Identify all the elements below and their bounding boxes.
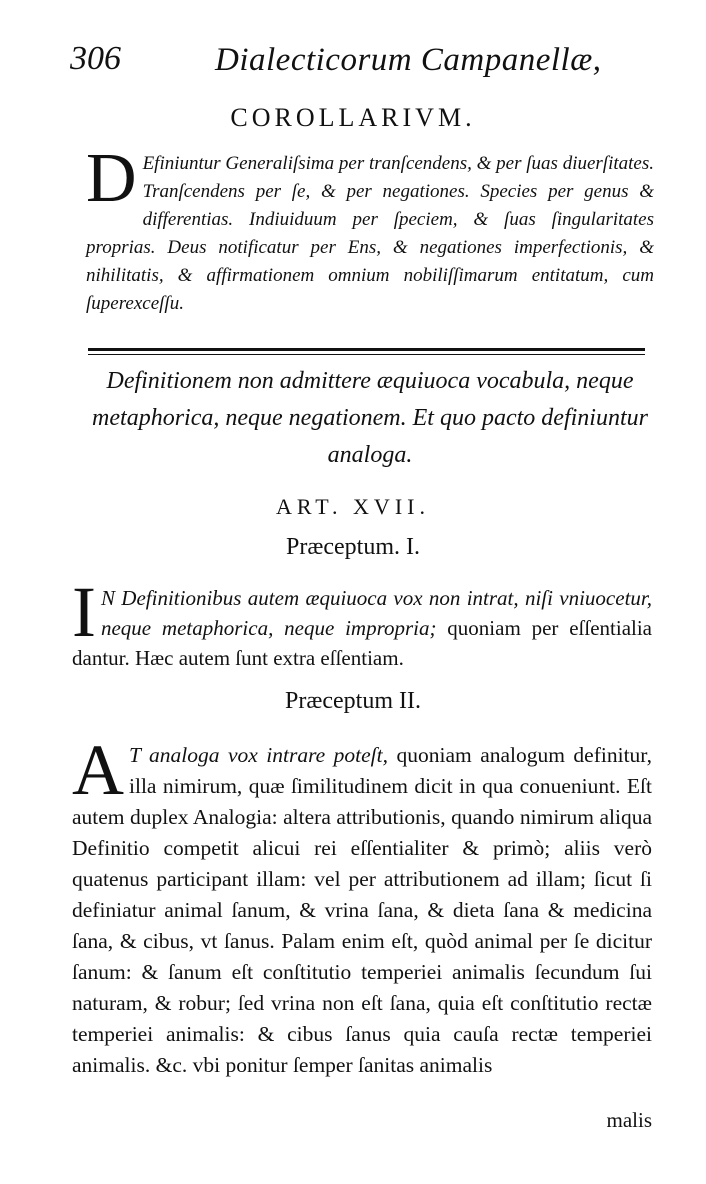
praeceptum-2-heading: Præceptum II. — [285, 688, 421, 714]
corollarium-paragraph — [86, 140, 654, 318]
running-head: Dialecticorum Campanellæ, — [215, 42, 602, 78]
praeceptum-1-italic: N Definitionibus autem æquiuoca vox non intrat, niſi vniuocetur, neque metaphorica, neque impropria; — [100, 586, 652, 640]
praeceptum-1-paragraph — [72, 572, 653, 673]
praeceptum-2-italic: T analoga vox intrare poteſt, — [129, 743, 389, 767]
praeceptum-2-paragraph — [72, 730, 652, 1081]
divider-thin — [88, 354, 645, 355]
drop-cap: I — [72, 572, 96, 652]
page-number: 306 — [70, 40, 121, 77]
article-number: ART. XVII. — [276, 494, 430, 519]
drop-cap: A — [72, 730, 124, 810]
catchword: malis — [606, 1108, 652, 1132]
praeceptum-1-roman: quoniam per eſſentialia dantur. Hæc autem ſunt extra eſſentiam. — [72, 616, 653, 670]
praeceptum-2-roman: quoniam analogum definitur, illa nimirum, quæ ſimilitudinem dicit in qua conueniunt. Eſt autem duplex Analogia: altera attributionis, quando nimirum aliqua Definitio competit alicui rei eſſentialiter & primò; aliis verò quatenus participant illam: vel per attributionem ad illam; ſicut ſi definiatur animal ſanum, & vrina ſana, & dieta ſana & medicina ſana, & cibus, vt ſanus. Palam enim eſt, quòd animal per ſe dicitur ſanum: & ſanum eſt conſtitutio temperiei animalis ſecundum ſui naturam, & robur; ſed vrina non eſt ſana, quia eſt conſtitutio rectæ temperiei animalis: & cibus ſanus quia cauſa rectæ temperiei animalis. &c. vbi ponitur ſemper ſanitas animalis — [72, 743, 652, 1077]
corollarium-heading: COROLLARIVM. — [230, 103, 476, 132]
article-title: Definitionem non admittere æquiuoca vocabula, neque metaphorica, neque negationem. Et quo pacto definiuntur analoga. — [92, 368, 648, 468]
divider-thick — [88, 348, 645, 351]
praeceptum-1-heading: Præceptum. I. — [286, 534, 420, 560]
page-header — [70, 40, 650, 90]
drop-cap: D — [86, 140, 137, 217]
corollarium-text: Efiniuntur Generaliſsima per tranſcendens, & per ſuas diuerſitates. Tranſcendens per ſe, & per negationes. Species per genus & differentias. Indiuiduum per ſpeciem, & ſuas ſingularitates proprias. Deus notificatur per Ens, & negationes imperfectionis, & nihilitatis, & affirmationem omnium nobiliſſimarum entitatum, cum ſuperexceſſu. — [86, 153, 654, 314]
